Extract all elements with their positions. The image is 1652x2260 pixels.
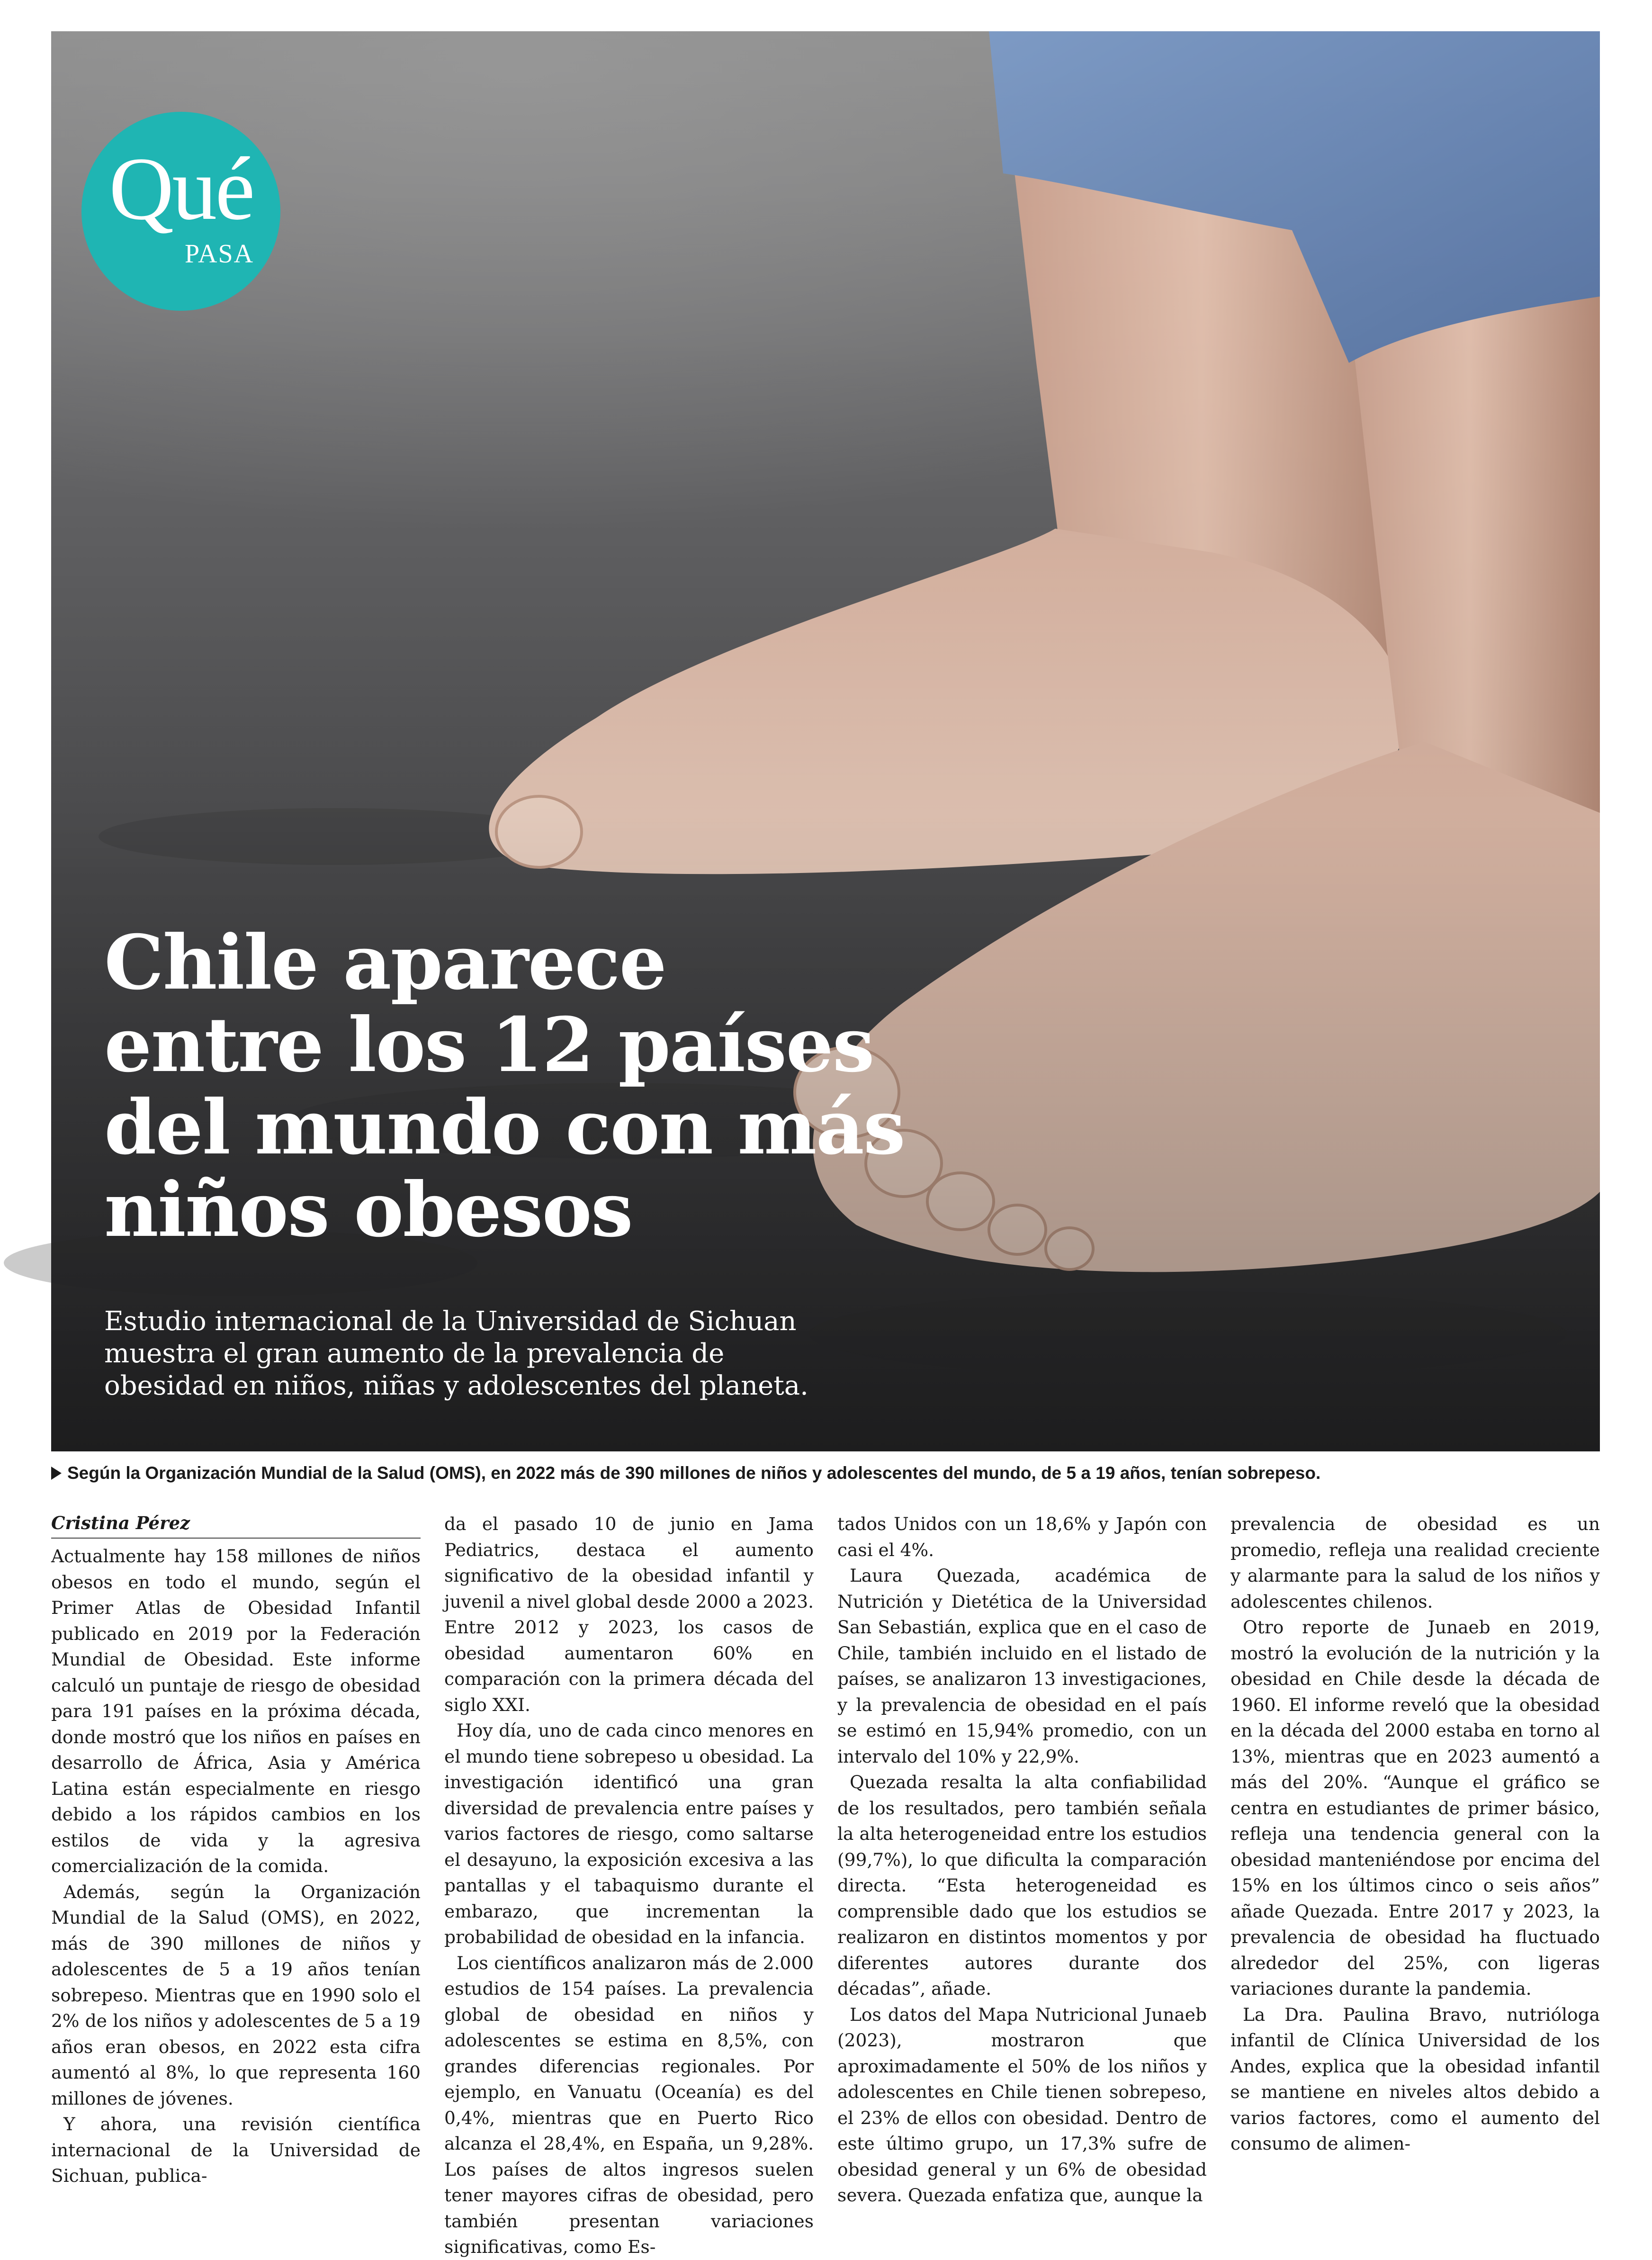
- paragraph: Y ahora, una revisión científica internacional de la Universidad de Sichuan, publica-: [51, 2114, 421, 2186]
- logo-word-pasa: PASA: [185, 239, 254, 269]
- paragraph: tados Unidos con un 18,6% y Japón con casi el 4%.: [837, 1513, 1207, 1560]
- column-3: [837, 1511, 1207, 2207]
- byline: Cristina Pérez: [51, 1511, 421, 1539]
- caption-arrow-icon: [51, 1467, 62, 1480]
- article-headline: Chile aparece entre los 12 países del mundo con más niños obesos: [104, 919, 905, 1254]
- column-1: [51, 1511, 421, 2207]
- paragraph: Los científicos analizaron más de 2.000 estudios de 154 países. La prevalencia global de obesidad en niños y adolescentes se estima en 8,5%, con grandes diferencias regionales. Por ejemplo, en Vanuatu (Oceanía) es del 0,4%, mientras que en Puerto Rico alcanza el 28,4%, en España, un 9,28%. Los países de altos ingresos suelen tener mayores cifras de obesidad, pero también presentan variaciones significativas, como Es-: [444, 1952, 814, 2257]
- paragraph: Laura Quezada, académica de Nutrición y Dietética de la Universidad San Sebastián, explica que en el caso de Chile, también incluido en el listado de países, se analizaron 13 investigaciones, y la prevalencia de obesidad en el país se estimó en 15,94% promedio, con un intervalo del 10% y 22,9%.: [837, 1565, 1207, 1767]
- column-4: [1230, 1511, 1600, 2207]
- paragraph: Actualmente hay 158 millones de niños obesos en todo el mundo, según el Primer Atlas de Obesidad Infantil publicado en 2019 por la Federación Mundial de Obesidad. Este informe calculó un puntaje de riesgo de obesidad para 191 países en la próxima década, donde mostró que los niños en países en desarrollo de África, Asia y América Latina están especialmente en riesgo debido a los rápidos cambios en los estilos de vida y la agresiva comercialización de la comida.: [51, 1546, 421, 1876]
- paragraph: La Dra. Paulina Bravo, nutrióloga infantil de Clínica Universidad de los Andes, explica que la obesidad infantil se mantiene en niveles altos debido a varios factores, como el aumento del consumo de alimen-: [1230, 2004, 1600, 2154]
- logo-word-que: Qué: [109, 139, 253, 239]
- paragraph: Los datos del Mapa Nutricional Junaeb (2023), mostraron que aproximadamente el 50% de los niños y adolescentes en Chile tienen sobrepeso, el 23% de ellos con obesidad. Dentro de este último grupo, un 17,3% sufre de obesidad general y un 6% de obesidad severa. Quezada enfatiza que, aunque la: [837, 2004, 1207, 2206]
- photo-caption: [51, 1462, 1600, 1485]
- paragraph: da el pasado 10 de junio en Jama Pediatrics, destaca el aumento significativo de la obesidad infantil y juvenil a nivel global desde 2000 a 2023. Entre 2012 y 2023, los casos de obesidad aumentaron 60% en comparación con la primera década del siglo XXI.: [444, 1513, 814, 1715]
- caption-text: Según la Organización Mundial de la Salud (OMS), en 2022 más de 390 millones de niños y adolescentes del mundo, de 5 a 19 años, tenían sobrepeso.: [67, 1463, 1321, 1483]
- paragraph: Además, según la Organización Mundial de la Salud (OMS), en 2022, más de 390 millones de niños y adolescentes de 5 a 19 años tenían sobrepeso. Mientras que en 1990 solo el 2% de los niños y adolescentes de 5 a 19 años eran obesos, en 2022 esta cifra aumentó al 8%, lo que representa 160 millones de jóvenes.: [51, 1881, 421, 2109]
- paragraph: prevalencia de obesidad es un promedio, refleja una realidad creciente y alarmante para la salud de los niños y adolescentes chilenos.: [1230, 1513, 1600, 1612]
- paragraph: Otro reporte de Junaeb en 2019, mostró la evolución de la nutrición y la obesidad en Chile desde la década de 1960. El informe reveló que la obesidad en la década del 2000 estaba en torno al 13%, mientras que en 2023 aumentó a más del 20%. “Aunque el gráfico se centra en estudiantes de primer básico, refleja una tendencia general con la obesidad manteniéndose por encima del 15% en los últimos cinco o seis años” añade Quezada. Entre 2017 y 2023, la prevalencia de obesidad ha fluctuado alrededor del 25%, con ligeras variaciones durante la pandemia.: [1230, 1617, 1600, 1999]
- paragraph: Quezada resalta la alta confiabilidad de los resultados, pero también señala la alta heterogeneidad entre los estudios (99,7%), lo que dificulta la comparación directa. “Esta heterogeneidad es comprensible dado que los estudios se realizaron en distintos momentos y por diferentes autores durante dos décadas”, añade.: [837, 1772, 1207, 1999]
- que-pasa-logo: [81, 112, 280, 311]
- article-body: [51, 1511, 1600, 2257]
- column-2: [444, 1511, 814, 2257]
- paragraph: Hoy día, uno de cada cinco menores en el mundo tiene sobrepeso u obesidad. La investigación identificó una gran diversidad de prevalencia entre países y varios factores de riesgo, como saltarse el desayuno, la exposición excesiva a las pantallas y el tabaquismo durante el embarazo, que incrementan la probabilidad de obesidad en la infancia.: [444, 1720, 814, 1947]
- article-subhead: Estudio internacional de la Universidad de Sichuan muestra el gran aumento de la prevalencia de obesidad en niños, niñas y adolescentes del planeta.: [104, 1306, 808, 1401]
- hero-photo: [51, 31, 1600, 1451]
